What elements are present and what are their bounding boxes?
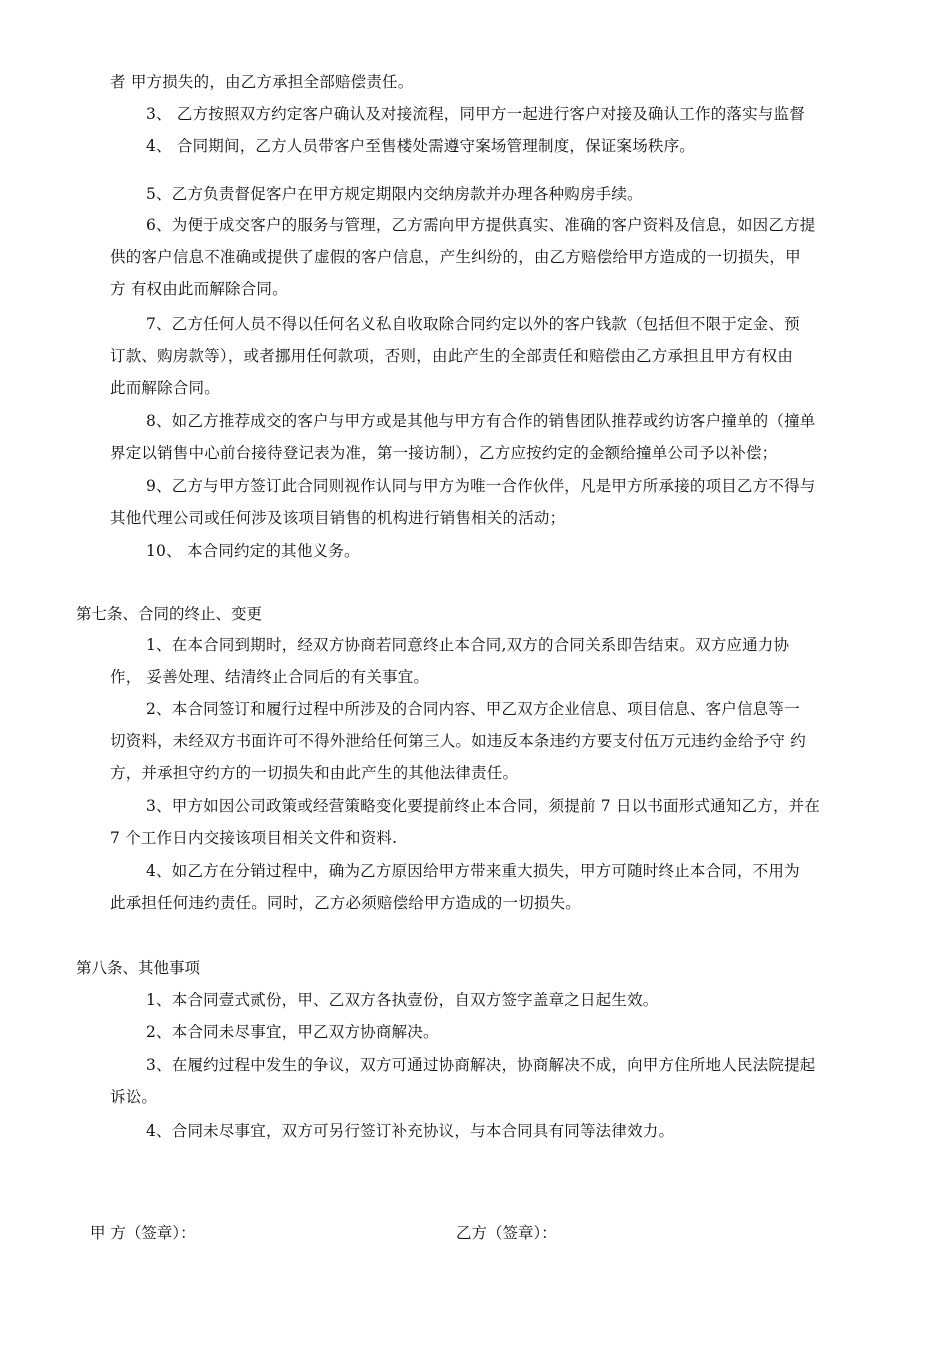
termination-item-2-line-1: 2、本合同签订和履行过程中所涉及的合同内容、甲乙双方企业信息、项目信息、客户信息等一 <box>146 700 800 718</box>
obligation-item-7-line-3: 此而解除合同。 <box>110 379 220 397</box>
obligation-item-6-line-1: 6、为便于成交客户的服务与管理，乙方需向甲方提供真实、准确的客户资料及信息，如因乙方提 <box>146 216 816 234</box>
termination-item-2-line-2: 切资料，未经双方书面许可不得外泄给任何第三人。如违反本条违约方要支付伍万元违约金给予守 约 <box>110 732 806 750</box>
obligation-item-8-line-2: 界定以销售中心前台接待登记表为准，第一接访制），乙方应按约定的金额给撞单公司予以补偿； <box>110 444 778 462</box>
termination-item-3-line-1: 3、甲方如因公司政策或经营策略变化要提前终止本合同，须提前 7 日以书面形式通知乙方，并在 <box>146 797 821 815</box>
obligation-item-8-line-1: 8、如乙方推荐成交的客户与甲方或是其他与甲方有合作的销售团队推荐或约访客户撞单的（撞单 <box>146 412 816 430</box>
other-item-3-line-1: 3、在履约过程中发生的争议，双方可通过协商解决，协商解决不成，向甲方住所地人民法院提起 <box>146 1056 816 1074</box>
obligation-item-6-line-2: 供的客户信息不准确或提供了虚假的客户信息，产生纠纷的，由乙方赔偿给甲方造成的一切损失，甲 <box>110 248 801 266</box>
party-b-signature-label: 乙方（签章）： <box>456 1224 557 1242</box>
termination-item-1-line-1: 1、在本合同到期时，经双方协商若同意终止本合同,双方的合同关系即告结束。双方应通力协 <box>146 636 790 654</box>
obligation-item-9-line-2: 其他代理公司或任何涉及该项目销售的机构进行销售相关的活动； <box>110 509 566 527</box>
section-7-title: 第七条、合同的终止、变更 <box>76 605 263 623</box>
obligation-item-10: 10、 本合同约定的其他义务。 <box>146 542 360 560</box>
termination-item-2-line-3: 方，并承担守约方的一切损失和由此产生的其他法律责任。 <box>110 764 519 782</box>
other-item-4: 4、合同未尽事宜，双方可另行签订补充协议，与本合同具有同等法律效力。 <box>146 1122 675 1140</box>
obligation-item-7-line-2: 订款、购房款等），或者挪用任何款项，否则，由此产生的全部责任和赔偿由乙方承担且甲方有权由 <box>110 347 794 365</box>
obligation-item-5: 5、乙方负责督促客户在甲方规定期限内交纳房款并办理各种购房手续。 <box>146 185 643 203</box>
obligation-item-4: 4、 合同期间，乙方人员带客户至售楼处需遵守案场管理制度，保证案场秩序。 <box>146 137 695 155</box>
termination-item-4-line-2: 此承担任何违约责任。同时，乙方必须赔偿给甲方造成的一切损失。 <box>110 894 582 912</box>
other-item-1: 1、本合同壹式贰份，甲、乙双方各执壹份，自双方签字盖章之日起生效。 <box>146 991 659 1009</box>
other-item-2: 2、本合同未尽事宜，甲乙双方协商解决。 <box>146 1023 439 1041</box>
party-a-signature-label: 甲 方（签章）： <box>90 1224 196 1242</box>
obligation-item-3: 3、 乙方按照双方约定客户确认及对接流程，同甲方一起进行客户对接及确认工作的落实与监督 <box>146 105 805 123</box>
obligation-item-7-line-1: 7、乙方任何人员不得以任何名义私自收取除合同约定以外的客户钱款（包括但不限于定金、预 <box>146 315 800 333</box>
other-item-3-line-2: 诉讼。 <box>110 1088 158 1106</box>
termination-item-1-line-2: 作， 妥善处理、结清终止合同后的有关事宜。 <box>110 668 430 686</box>
termination-item-3-line-2: 7 个工作日内交接该项目相关文件和资料. <box>110 829 398 847</box>
termination-item-4-line-1: 4、如乙方在分销过程中，确为乙方原因给甲方带来重大损失，甲方可随时终止本合同，不用为 <box>146 862 800 880</box>
obligation-continuation: 者 甲方损失的，由乙方承担全部赔偿责任。 <box>110 73 414 91</box>
obligation-item-6-line-3: 方 有权由此而解除合同。 <box>110 280 288 298</box>
obligation-item-9-line-1: 9、乙方与甲方签订此合同则视作认同与甲方为唯一合作伙伴，凡是甲方所承接的项目乙方不得与 <box>146 477 816 495</box>
section-8-title: 第八条、其他事项 <box>76 959 201 977</box>
